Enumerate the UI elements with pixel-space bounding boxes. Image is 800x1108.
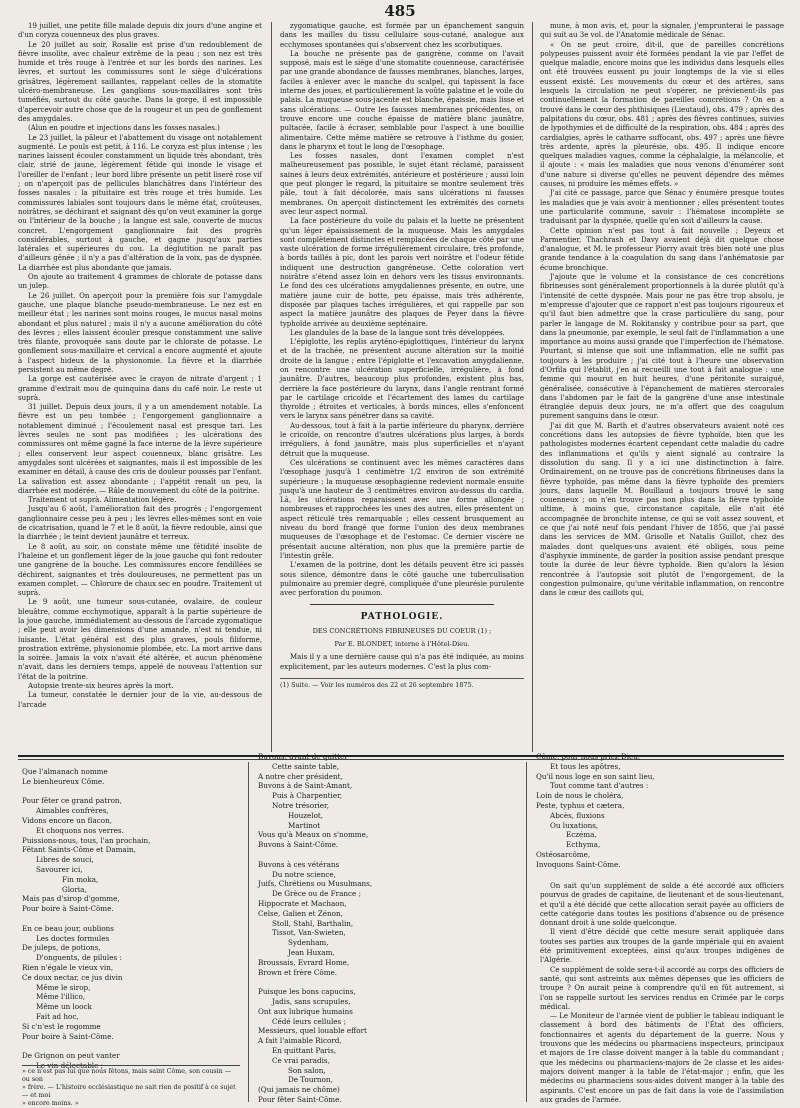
footnote-line: » encore moins. » — [22, 1100, 79, 1107]
verse-line: Rien n'égale le vieux vin, — [22, 962, 114, 972]
verse-line: Ce vrai paradis, — [272, 1055, 330, 1065]
verse-line: (Qui jamais ne chôme) — [258, 1085, 340, 1095]
paragraph: J'ai cité ce passage, parce que Sénac y énumère presque toutes les maladies que je vais avoir à mentionner ; elles présentent toutes une particularité commune, savoir : l'hématose incomplète se traduisant par la dyspnée, quelle qu'en soit d'ailleurs la cause. — [540, 189, 784, 226]
paragraph: Mais il y a une dernière cause qui n'a pas été indiquée, au moins explicitement, par les auteurs modernes. C'est la plus com- — [280, 653, 524, 671]
verse-line: De juleps, de potions, — [22, 943, 101, 953]
article-subtitle: DES CONCRÉTIONS FIBRINEUSES DU COEUR (1) ; — [312, 626, 492, 635]
page-number: 485 — [384, 2, 416, 20]
verse-line — [22, 787, 240, 797]
verse-line: Loin de nous le choléra, — [536, 791, 624, 801]
paragraph: Jusqu'au 6 août, l'amélioration fait des progrès ; l'engorgement ganglionnaire cesse peu à peu ; les lèvres elles-mêmes sont en voie de cicatrisation, quand le 7 et le 8 août, la fièvre redouble, ainsi que la diarrhée ; le teint devient jaunâtre et terreux. — [18, 505, 262, 542]
verse-line: Ecthyma, — [566, 840, 601, 850]
poem-column-1 — [22, 767, 240, 1070]
verse-line: Les doctes formules — [36, 933, 110, 943]
verse-line: Qu'il nous loge en son saint lieu, — [536, 771, 655, 781]
paragraph: 19 juillet, une petite fille malade depuis dix jours d'une angine et d'un coryza couenneux des plus graves. — [18, 22, 262, 40]
verse-line: Que l'almanach nomme — [22, 767, 108, 776]
verse-line — [22, 914, 240, 924]
verse-line: Tissot, Van-Swieten, — [272, 928, 346, 938]
paragraph: L'examen de la poitrine, dont les détails peuvent être ici passés sous silence, démontre dans le côté gauche une tuberculisation pulmonaire au premier degré, compliquée d'une pleurésie purulente avec perforation du poumon. — [280, 561, 524, 598]
verse-line: Côme, pour nous priez Dieu, — [536, 752, 641, 761]
verse-line: Cette sainte table, — [272, 761, 340, 771]
verse-line: Savourer ici, — [36, 864, 83, 874]
paragraph: J'ai dit que M. Barth et d'autres observateurs avaient noté ces concrétions dans les autopsies de fièvre typhoïde, bien que les pathologistes modernes écartent cependant cette maladie du cadre des inflammations et qu'ils y aient signalé au contraire la dissolution du sang. Il y a ici une distinctinction à faire. Ordinairement, on ne trouve pas de concrétions fibrineuses dans la fièvre typhoïde, pas même dans la fièvre typhoïde des premiers jours, dans laquelle M. Bouillaud a toujours trouvé le sang couenneux ; on n'en trouve pas non plus dans la fièvre typhoïde ultime, à moins que, circonstance capitale, elle n'ait été accompagnée de bronchite intense, ce qui se voit assez souvent, et ce que j'ai noté neuf fois pendant l'hiver de 1856, que j'ai passé dans les services de MM. Grisolle et Natalis Guillot, chez des malades dont quelques-uns avaient été obligés, sous peine d'asphyxie imminente, de garder la position assise pendant presque toute la durée de leur fièvre typhoïde. Bien qu'alors la lésion rencontrée à l'autopsie soit plutôt de l'engorgement, de la congestion pulmonaire, qu'une véritable inflammation, on rencontre dans le cœur des caillots qui, — [540, 421, 784, 598]
verse-line: Pour boire à Saint-Côme. — [22, 904, 114, 914]
column-rule — [532, 22, 533, 752]
article-column-3 — [540, 22, 784, 752]
paragraph: Les glandules de la base de la langue sont très développées. — [290, 328, 505, 337]
verse-line: Sydenham, — [288, 938, 329, 948]
column-rule — [526, 762, 527, 1102]
verse-line — [258, 977, 508, 987]
paragraph: zygomatique gauche, est formée par un épanchement sanguin dans les mailles du tissu cellulaire sous-cutané, analogue aux ecchymoses spontanées qui s'observent chez les scorbutiques. — [280, 22, 524, 49]
poem-column-2 — [258, 752, 508, 1102]
verse-line: Invoquons Saint-Côme. — [536, 859, 621, 869]
verse-line: Si c'n'est le rogomme — [22, 1021, 101, 1031]
paragraph: (Alun en poudre et injections dans les fosses nasales.) — [28, 124, 220, 133]
verse-line: Même le sirop, — [36, 982, 91, 992]
verse-line: Aimables confrères, — [36, 806, 109, 816]
verse-line: De Grèce ou de France ; — [272, 889, 361, 899]
paragraph: La gorge est cautérisée avec le crayon de nitrate d'argent ; 1 gramme d'extrait mou de quinquina dans du café noir. Le reste ut suprà. — [18, 375, 262, 402]
verse-line: Et choquons nos verres. — [36, 825, 124, 835]
verse-line: Abcès, fluxions — [550, 810, 605, 820]
verse-line: Messieurs, quel louable effort — [258, 1026, 367, 1036]
verse-line: Gloria, — [62, 884, 87, 894]
verse-line: Vidons encore un flacon, — [22, 815, 112, 825]
verse-line: De Tournon, — [288, 1075, 333, 1085]
paragraph: La bouche ne présente pas de gangrène, comme on l'avait supposé, mais est le siège d'une stomatite couenneuse, caractérisée par une grande abondance de fausses membranes, blanches, larges, faciles à enlever avec le manche du scalpel, qui tapissent la face interne des joues, et particulièrement la voûte palatine et le voile du palais. La muqueuse sous-jacente est blanche, épaissie, mais lisse et sans ulcérations. — Outre les fausses membranes précédentes, on trouve encore une couche épaisse de matière blanc jaunâtre, pultacée, facile à écraser, semblable pour l'aspect à une bouillie alimentaire. Cette même matière se retrouve à l'isthme du gosier, dans le pharynx et tout le long de l'œsophage. — [280, 49, 524, 151]
verse-line: Ostéosarcôme, — [536, 849, 591, 859]
verse-line: Mais pas d'sirop d'gomme, — [22, 894, 120, 904]
paragraph: — Le Moniteur de l'armée vient de publier le tableau indiquant le classement à bord des bâtiments de l'État des officiers, fonctionnaires et agents du département de la guerre. Nous y trouvons que les médecins ou pharmaciens inspecteurs, principaux et majors de 1re classe doivent manger à la table du commandant ; que les médecins ou pharmaciens-majors de 2e classe et les aides-majors doivent manger à la table de l'état-major ; enfin, que les médecins ou pharmaciens sous-aides doivent manger à la table des aspirants. C'est encore un pas de fait dans la voie de l'assimilation aux grades de l'armée. — [540, 1012, 784, 1104]
verse-line: Notre trésorier, — [272, 800, 329, 810]
verse-line: Buvons à de Saint-Amant, — [258, 781, 353, 791]
paragraph: Il vient d'être décidé que cette mesure serait appliquée dans toutes ses parties aux troupes de la garde impériale qui en avaient été primitivement exceptées, ainsi qu'aux troupes indigènes de l'Algérie. — [540, 928, 784, 965]
verse-line: Vous qu'à Meaux on s'nomme, — [258, 830, 369, 840]
verse-line: Le bienheureux Côme. — [22, 776, 105, 786]
section-divider — [310, 604, 494, 605]
verse-line: Puisque les bons capucins, — [258, 987, 356, 997]
verse-line: Du notre science, — [272, 869, 336, 879]
verse-line: Fait ad hoc, — [36, 1011, 79, 1021]
column-rule — [271, 22, 272, 752]
verse-line: Stoll, Stahl, Barthalin, — [272, 918, 354, 928]
verse-line: Libres de souci, — [36, 855, 94, 865]
verse-line: En quittant Paris, — [272, 1045, 337, 1055]
footnote: (1) Suite. — Voir les numéros des 22 et 26 septembre 1875. — [280, 678, 524, 690]
verse-line: Broussais, Evrard Home, — [258, 957, 350, 967]
verse-line: Le vin délectable ; — [36, 1060, 104, 1070]
verse-line: Ou luxations, — [550, 820, 599, 830]
verse-line: De Grignon on peut vanter — [22, 1051, 120, 1061]
paragraph: Ces ulcérations se continuent avec les mêmes caractères dans l'œsophage jusqu'à 1 centimètre 1/2 environ de son extrémité supérieure ; la muqueuse œsophagienne redevient normale ensuite jusqu'à une hauteur de 3 centimètres environ au-dessus du cardia. Là, les ulcérations reparaissent avec une forme allongée ; nombreuses et rapprochées les unes des autres, elles présentent un aspect réticulé très remarquable ; elles cessent brusquement au niveau du bord frangé que forme l'union des deux membranes muqueuses de l'œsophage et de l'estomac. Ce dernier viscère ne présentait aucune altération, non plus que la première partie de l'intestin grêle. — [280, 458, 524, 560]
paragraph: Le 23 juillet, la pâleur et l'abattement du visage ont notablement augmenté. Le pouls est petit, à 116. Le coryza est plus intense ; les narines laissent écouler constamment un liquide très abondant, très clair, strié de jaune, légèrement fétide qui inonde le visage et l'oreiller de l'enfant ; leur bord libre présente un petit liseré rose vif ; on n'aperçoit pas de pellicules blanchâtres dans l'intérieur des fosses nasales : la pituitaire est très rouge et très humide. Les commissures labiales sont toujours dans le même état, croûteuses, noirâtres, se déchirant et saignant dès qu'on veut examiner la gorge ou l'intérieur de la bouche ; la langue est sale, couverte de mucus concret. L'engorgement ganglionnaire fait des progrès considérables, surtout à gauche, et gagne jusqu'aux parties latérales et supérieures du cou. La déglutition ne paraît pas d'ailleurs gênée ; il n'y a pas d'altération de la voix, pas de dyspnée. La diarrhée est plus abondante que jamais. — [18, 133, 262, 272]
verse-line: Juifs, Chrétiens ou Musulmans, — [258, 879, 373, 889]
verse-line: Puissions-nous, tous, l'an prochain, — [22, 835, 151, 845]
news-column — [540, 882, 784, 1104]
verse-line: Pour fêter ce grand patron, — [22, 796, 122, 806]
paragraph: Les fosses nasales, dont l'examen complet n'est malheureusement pas possible, le sujet étant réclamé, paraissent saines à leurs deux extrémités, antérieure et postérieure ; aussi loin que peut plonger le regard, la pituitaire se montre seulement très pâle, tout à fait décolorée, mais sans ulcérations ni fausses membranes. On aperçoit distinctement les extrémités des cornets avec leur aspect normal. — [280, 152, 524, 216]
verse-line: Eczéma, — [566, 830, 597, 840]
verse-line: Même un loock — [36, 1002, 92, 1012]
paragraph: La face postérieure du voile du palais et la luette ne présentent qu'un léger épaississement de la muqueuse. Mais les amygdales sont complètement distinctes et remplacées de chaque côté par une vaste ulcération de forme irrégulièrement circulaire, très profonde, à bords taillés à pic, dont les parois vert noirâtre et l'odeur fétide indiquent une destruction gangréneuse. Cette coloration vert noirâtre s'étend assez loin en dehors vers les tissus environnants. Le fond des ces ulcérations amygdaliennes présente, en outre, une matière jaune cuir de botte, peu épaisse, mais très adhérente, disposée par plaques taches irrégulières, et qui rappelle par son aspect la matière jaunâtre des plaques de Peyer dans la fièvre typhoïde arrivée au deuxième septénaire. — [280, 217, 524, 328]
verse-line: Fin moka, — [62, 874, 99, 884]
paragraph: On ajoute au traitement 4 grammes de chlorate de potasse dans un julep. — [18, 273, 262, 291]
verse-line: Martinot — [288, 820, 321, 830]
verse-line — [258, 850, 508, 860]
footnote-line: » ce n'est pas lui que nous fêtons, mais saint Côme, son cousin — ou son — [22, 1068, 232, 1083]
verse-line: Pour fêter Saint-Côme. — [258, 1094, 342, 1104]
article-author: Par E. BLONDET, interne à l'Hôtel-Dieu. — [334, 640, 470, 648]
paragraph: Au-dessous, tout à fait à la partie inférieure du pharynx, derrière le cricoïde, on rencontre d'autres ulcérations plus larges, à bords irréguliers, à fond jaunâtre, mais plus superficielles et n'ayant détruit que la muqueuse. — [280, 421, 524, 458]
verse-line: Même l'illico, — [36, 992, 86, 1002]
verse-line: Celse, Galien et Zénon, — [258, 908, 343, 918]
verse-line: Jadis, sans scrupules, — [272, 996, 351, 1006]
verse-line: A fait l'aimable Ricord, — [258, 1036, 342, 1046]
poem-footnotes — [22, 1065, 240, 1108]
verse-line: Puis à Charpentier, — [272, 791, 343, 801]
paragraph: Le 8 août, au soir, on constate même une fétidité insolite de l'haleine et un gonflement léger de la joue gauche qui font redouter une gangrène de la bouche. Les commissures encore fendillées se déchirent, saignantes et très douloureuses, ne permettent pas un examen complet. — Chlorure de chaux sec en poudre. Traitement ut suprà. — [18, 542, 262, 598]
article-column-1 — [18, 22, 262, 747]
verse-line: Hippocrate et Machaon, — [258, 898, 347, 908]
verse-line: En ce beau jour, oublions — [22, 923, 114, 933]
paragraph: Le 20 juillet au soir, Rosalie est prise d'un redoublement de fièvre insolite, avec chaleur extrême de la peau ; son nez est très humide et très rouge à l'entrée et sur les bords des narines. Les lèvres, et surtout les commissures sont le siège d'ulcérations grisâtres, légèrement saillantes, rappelant celles de la stomatite ulcéro-membraneuse. Les ganglions sous-maxillaires sont très tuméfiés, surtout du côté gauche. Dans la gorge, il est impossible d'apercevoir autre chose que de la rougeur et un peu de gonflement des amygdales. — [18, 40, 262, 123]
paragraph: J'ajoute que le volume et la consistance de ces concrétions fibrineuses sont généralement proportionnels à la durée plutôt qu'à l'intensité de cette dyspnée. Mais pour ne pas être trop absolu, je m'empresse d'ajouter que ce rapport n'est pas toujours rigoureux et qu'il faut bien admettre que la crase particulière du sang, pour parler le langage de M. Rokitansky y contribue pour sa part, que dans la pneumonie, par exemple, le seul fait de l'inflammation a une importance au moins aussi grande que l'imperfection de l'hématose. Pourtant, si intense que soit une inflammation, elle ne suffit pas toujours à les produire ; j'ai cité tout à l'heure une observation d'Orfila qui l'établit, j'en ai recueilli une tout à fait analogue : une femme qui mourut en huit heures, d'une péritonite suraiguë, généralisée, consécutive à l'épanchement de matières stercorales dans l'abdomen par le fait de la gangrène d'une anse intestinale étranglée depuis deux jours, ne m'a offert que des coagulum purement sanguins dans le cœur. — [540, 273, 784, 421]
verse-line: Jean Huxam, — [288, 947, 335, 957]
verse-line: Buvons, avant de quitter — [258, 752, 348, 761]
paragraph: Le 26 juillet. On aperçoit pour la première fois sur l'amygdale gauche, une plaque blanche pseudo-membraneuse. Le nez est en meilleur état ; les narines sont moins rouges, le mucus nasal moins abondant et plus naturel ; mais il n'y a aucune amélioration du côté des lèvres ; elles laissent écouler presque constamment une salive très filante, provoquée sans doute par le chlorate de potasse. Le gonflement sous-maxillaire et cervical a encore augmenté et ajoute à l'aspect hideux de la physionomie. La fièvre et la diarrhée persistent au même degré. — [18, 291, 262, 374]
poem-column-3 — [536, 752, 784, 870]
paragraph: Cette opinion n'est pas tout à fait nouvelle ; Deyeux et Parmentier, Thachrash et Davy avaient déjà dit quelque chose d'analogue, et M. le professeur Piorry avait très bien noté une plus grande tendance à la coagulation du sang dans l'anhématosie par écume bronchique. — [540, 226, 784, 272]
verse-line: Fêtant Saints-Côme et Damain, — [22, 845, 136, 855]
verse-line: Buvons à Saint-Côme. — [258, 840, 339, 850]
verse-line: Pour boire à Saint-Côme. — [22, 1031, 114, 1041]
footnote-line: » frère. — L'histoire ecclésiastique ne sait rien de positif à ce sujet — et moi — [22, 1084, 236, 1099]
paragraph: 31 juillet. Depuis deux jours, il y a un amendement notable. La fièvre est un peu tombée ; l'engorgement ganglionnaire a notablement diminué ; l'écoulement nasal est presque tari. Les lèvres seules ne sont pas modifiées ; les ulcérations des commissures ont même gagné la face interne de la lèvre supérieure ; elles conservent leur aspect couenneux, blanc grisâtre. Les amygdales sont ulcérées et saignantes, mais il est impossible de les examiner en détail, à cause des cris de douleur poussés par l'enfant. La salivation est assez abondante ; l'appétit renaît un peu, la diarrhée est modérée. — Râle de mouvement du côté de la poitrine. — [18, 403, 262, 495]
verse-line: Houzelot, — [288, 810, 324, 820]
column-rule — [248, 762, 249, 1102]
paragraph: Traitement ut suprà. Alimentation légère. — [28, 496, 177, 505]
section-title: PATHOLOGIE. — [360, 612, 444, 623]
paragraph: L'épiglotte, les replis aryténo-épiglottiques, l'intérieur du larynx et de la trachée, ne présentent aucune altération sur la moitié droite de la langue ; entre l'épiglotte et l'excavation amygdalienne, on rencontre une ulcération superficielle, irrégulière, à fond jaunâtre. D'autres, beaucoup plus profondes, existent plus bas, derrière la face postérieure du larynx, dans l'angle rentrant formé par le cartilage cricoïde et l'écartement des lames du cartilage thyroïde ; étroites et verticales, à bords minces, elles s'enfoncent vers le larynx sans pénétrer dans sa cavité. — [280, 338, 524, 421]
article-column-2 — [280, 22, 524, 752]
verse-line: Brown et frère Côme. — [258, 967, 338, 977]
verse-line: Peste, typhus et cætera, — [536, 800, 625, 810]
paragraph: On sait qu'un supplément de solde a été accordé aux officiers pourvus de grades de capitaine, de lieutenant et de sous-lieutenant, et qu'il a été décidé que cette allocation serait payée au officiers de cette catégorie dans toutes les positions d'absence ou de présence donnant droit à une solde quelconque. — [540, 882, 784, 928]
paragraph: La tumeur, constatée le dernier jour de la vie, au-dessous de l'arcade — [18, 691, 262, 709]
paragraph: Ce supplément de solde sera-t-il accordé au corps des officiers de santé, qui sont astreints aux mêmes dépenses que les officiers de troupe ? On aurait peine à comprendre qu'il en fût autrement, si l'on se rappelle surtout les services rendus en Crimée par le corps médical. — [540, 965, 784, 1011]
paragraph: mune, à mon avis, et, pour la signaler, j'emprunterai le passage qui suit au 3e vol. de l'Anatomie médicale de Sénac. — [540, 22, 784, 40]
verse-line: Buvons à ces vétérans — [258, 859, 340, 869]
paragraph: Autopsie trente-six heures après la mort. — [28, 682, 174, 691]
verse-line: A notre cher président, — [258, 771, 343, 781]
verse-line — [22, 1041, 240, 1051]
verse-line: Et tous les apôtres, — [550, 761, 621, 771]
verse-line: Tout comme tant d'autres : — [550, 781, 649, 791]
verse-line: Cédé leurs cellules ; — [272, 1016, 346, 1026]
verse-line: Son salon, — [288, 1065, 326, 1075]
verse-line: D'onguents, de pilules : — [36, 953, 122, 963]
verse-line: Ce doux nectar, ce jus divin — [22, 972, 123, 982]
paragraph: « On ne peut croire, dit-il, que de pareilles concrétions polypeuses puissent avoir été formées pendant la vie par l'effet de quelque maladie, encore moins que les individus dans lesquels elles ont été trouvées eussent pu jouir longtemps de la vie si elles eussent existé. Les mouvements du cœur et des artères, sans lesquels la circulation ne peut s'opérer, ne prévienent-ils pas continuellement la formation de pareilles concrétions ? On en a trouvé dans le cœur des phthisiques (Lieutaud), obs. 479 ; après des palpitations du cœur, obs. 481 ; après des fièvres continues, suivies de lypothymies et de difficulté de la respiration, obs. 484 ; après des cardialgies, après le catharre suffocant, obs. 497 ; après une fièvre très ardente, après la pleurésie, obs. 495. Il indique encore quelques maladies vagues, comme la céphalalgie, la mélancolie, et il ajoute : « mais les maladies que nous venons d'énumérer sont d'une nature si diverse qu'elles ne peuvent dépendre des mêmes causes, ni produire les mêmes effets. » — [540, 40, 784, 189]
verse-line: Ont aux lubrique humains — [258, 1006, 353, 1016]
paragraph: Le 9 août, une tumeur sous-cutanée, ovalaire, de couleur bleuâtre, comme ecchymotique, apparaît à la partie supérieure de la joue gauche, immédiatement au-dessous de l'arcade zygomatique ; elle peut avoir les dimensions d'une amande, n'est ni tendue, ni luisante. L'état général est des plus graves, pouls filiforme, prostration extrême, physionomie plombée, etc. La mort arrive dans la soirée. Jamais la voix n'avait été altérée, et aucun phénomène n'avait, dans les derniers temps, appelé de nouveau l'attention sur l'état de la poitrine. — [18, 598, 262, 681]
